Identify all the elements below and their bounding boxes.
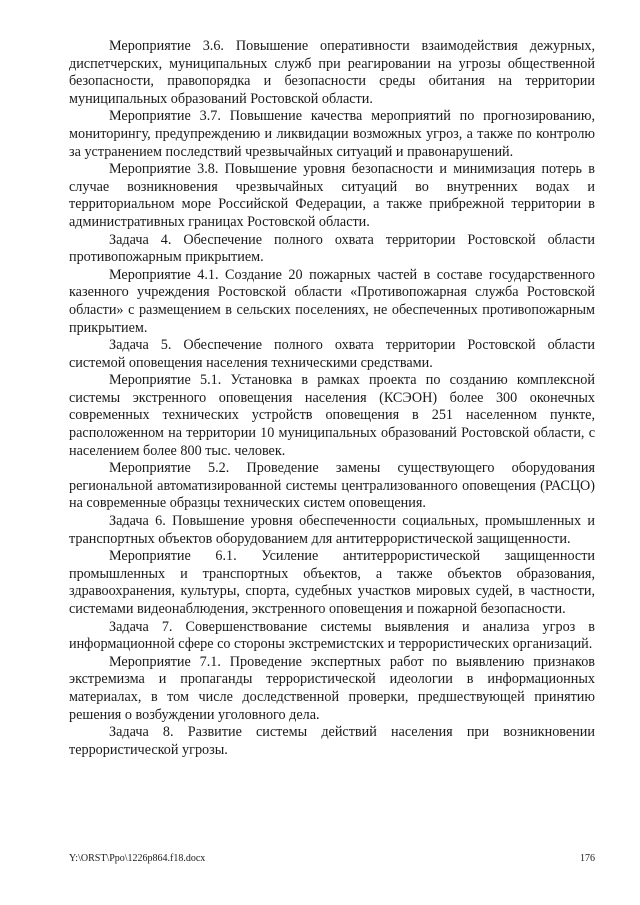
paragraph-measure-7-1: Мероприятие 7.1. Проведение экспертных работ по выявлению признаков экстремизма и пропаганды террористической идеологии в информационных материалах, в том числе доследственной проверки, предшествующей принятию решения о возбуждении уголовного дела. — [69, 653, 595, 723]
paragraph-measure-5-2: Мероприятие 5.2. Проведение замены существующего оборудования региональной автоматизированной системы централизованного оповещения (РАСЦО) на современные образцы технических систем оповещения. — [69, 460, 595, 512]
paragraph-task-5: Задача 5. Обеспечение полного охвата территории Ростовской области системой оповещения населения техническими средствами. — [69, 337, 595, 371]
paragraph-task-8: Задача 8. Развитие системы действий населения при возникновении террористической угрозы. — [69, 724, 595, 758]
page-footer — [69, 852, 595, 866]
paragraph-measure-5-1: Мероприятие 5.1. Установка в рамках проекта по созданию комплексной системы экстренного оповещения населения (КСЭОН) более 300 оконечных современных технических устройств оповещения в 251 населенном пункте, расположенном на территории 10 муниципальных образований Ростовской области, с населением более 800 тыс. человек. — [69, 372, 595, 459]
file-path: Y:\ORST\Ppo\1226p864.f18.docx — [69, 853, 206, 864]
paragraph-measure-3-8: Мероприятие 3.8. Повышение уровня безопасности и минимизация потерь в случае возникновения чрезвычайных ситуаций во внутренних водах и территориальном море Российской Федерации, а также прибрежной территории в административных границах Ростовской области. — [69, 161, 595, 230]
paragraph-task-6: Задача 6. Повышение уровня обеспеченности социальных, промышленных и транспортных объектов оборудованием для антитеррористической защищенности. — [69, 513, 595, 547]
page-number: 176 — [580, 853, 595, 864]
document-body — [69, 38, 595, 759]
paragraph-measure-3-6: Мероприятие 3.6. Повышение оперативности взаимодействия дежурных, диспетчерских, муниципальных служб при реагировании на угрозы общественной безопасности, правопорядка и безопасности среды обитания на территории муниципальных образований Ростовской области. — [69, 38, 595, 107]
paragraph-task-7: Задача 7. Совершенствование системы выявления и анализа угроз в информационной сфере со стороны экстремистских и террористических организаций. — [69, 618, 595, 653]
paragraph-measure-3-7: Мероприятие 3.7. Повышение качества мероприятий по прогнозированию, мониторингу, предупреждению и ликвидации возможных угроз, а также по контролю за устранением последствий чрезвычайных ситуаций и правонарушений. — [69, 108, 595, 160]
paragraph-measure-6-1: Мероприятие 6.1. Усиление антитеррористической защищенности промышленных и транспортных объектов, а также объектов образования, здравоохранения, культуры, спорта, судебных участков мировых судей, в частности, системами видеонаблюдения, экстренного оповещения и пожарной безопасности. — [69, 548, 595, 617]
paragraph-measure-4-1: Мероприятие 4.1. Создание 20 пожарных частей в составе государственного казенного учреждения Ростовской области «Противопожарная служба Ростовской области» с размещением в сельских поселениях, не обеспеченных противопожарным прикрытием. — [69, 266, 595, 336]
paragraph-task-4: Задача 4. Обеспечение полного охвата территории Ростовской области противопожарным прикрытием. — [69, 231, 595, 266]
